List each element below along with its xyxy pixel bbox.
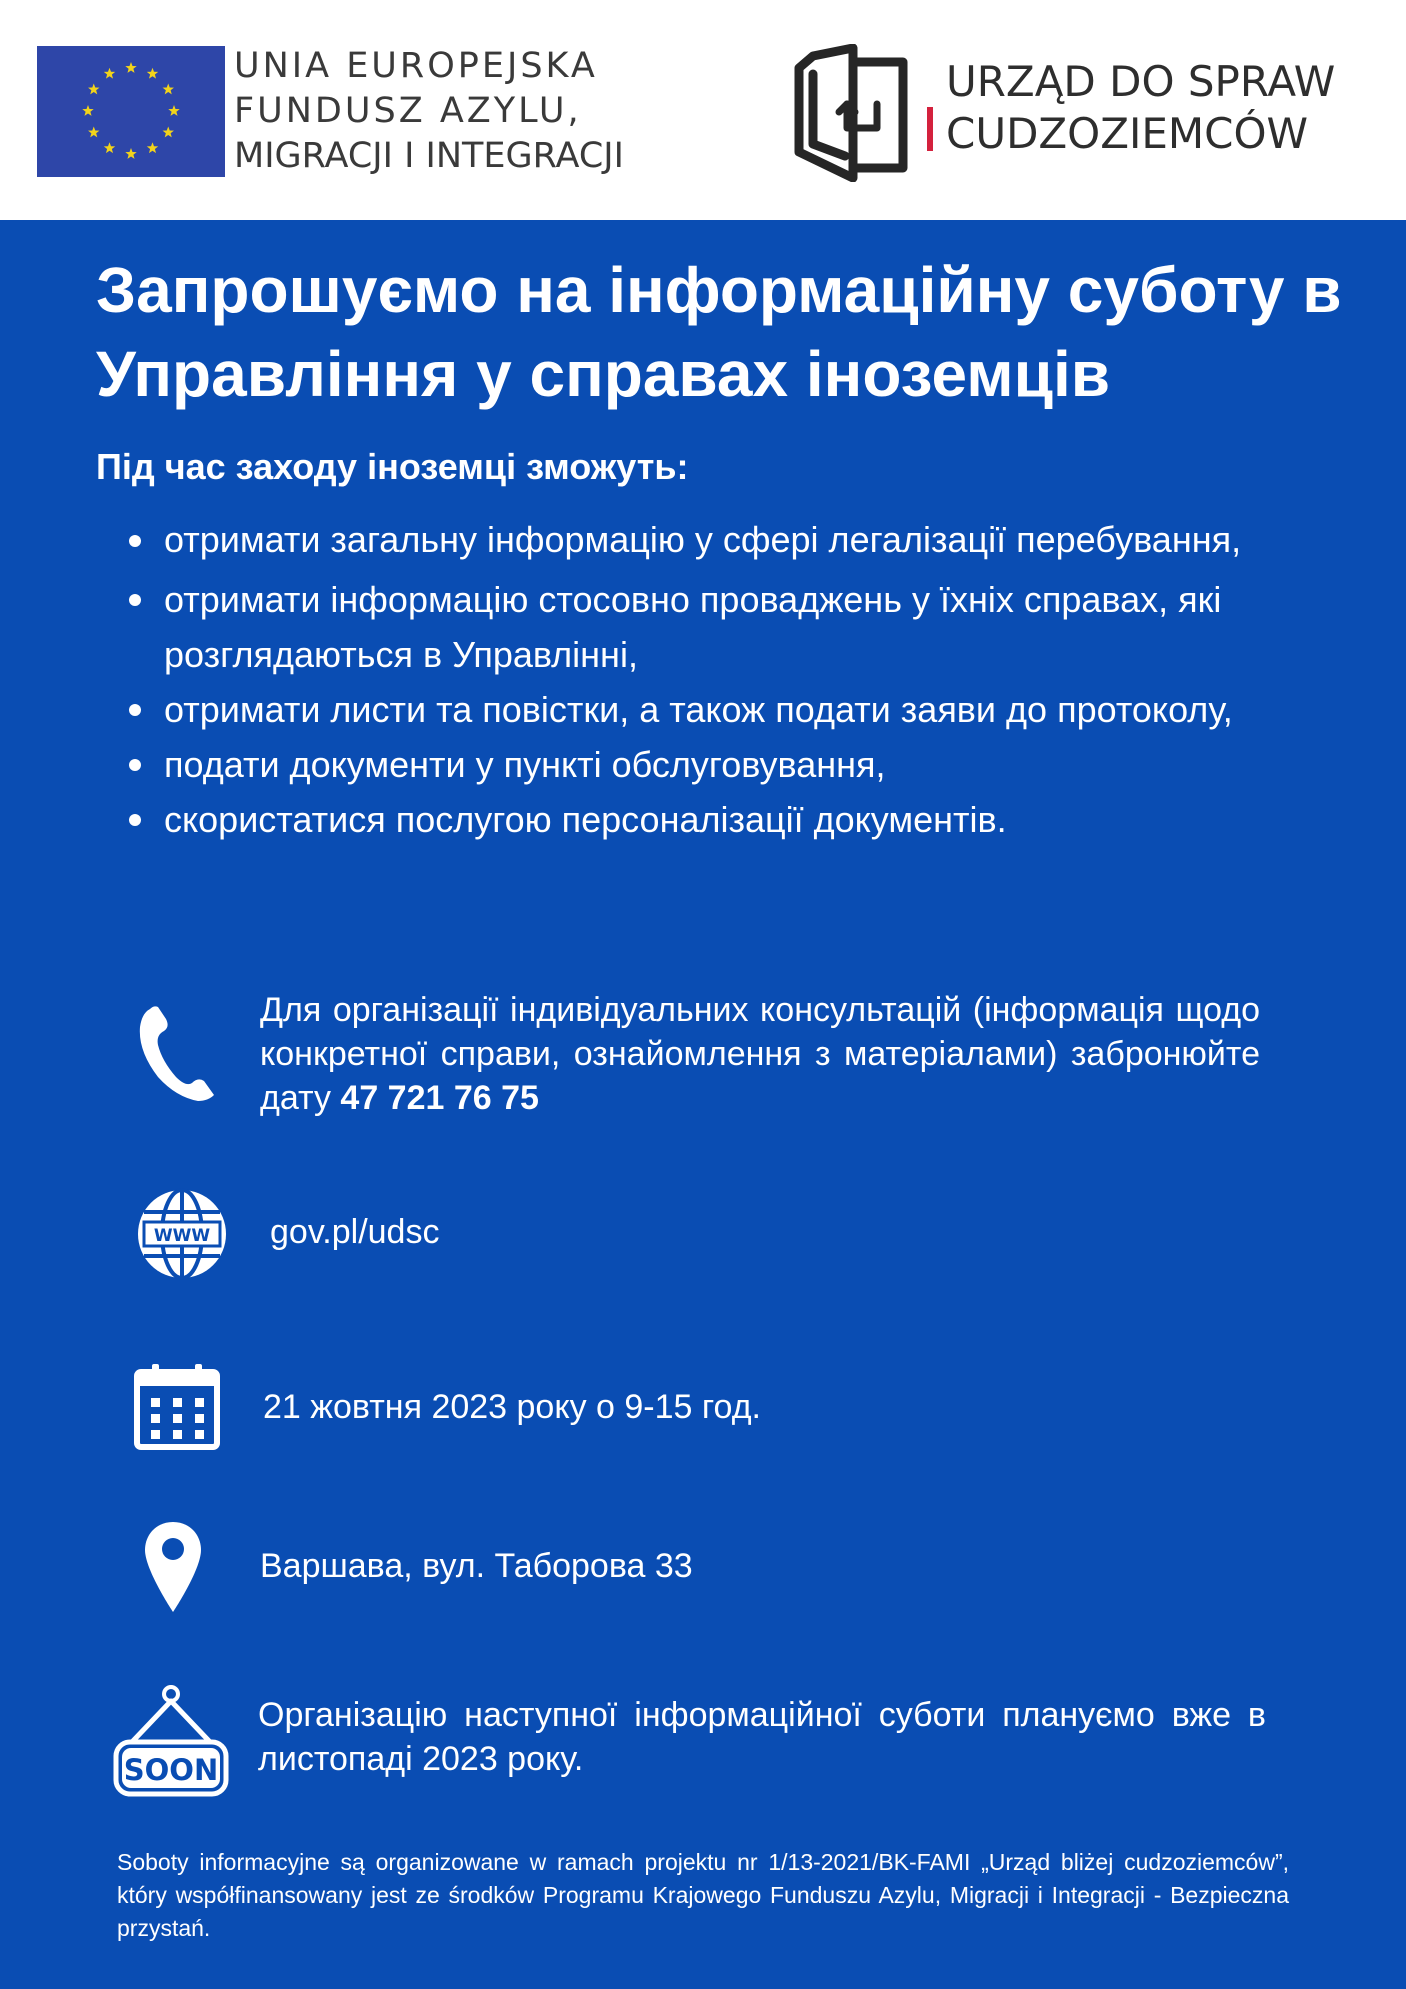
soon-sign-icon <box>112 1684 230 1802</box>
event-address: Варшава, вул. Таборова 33 <box>260 1547 693 1585</box>
bullet-item: отримати інформацію стосовно проваджень у їхніх справах, які розглядаються в Управлінні, <box>96 572 1346 682</box>
eu-logo-line3: MIGRACJI I INTEGRACJI <box>234 136 624 176</box>
eu-star-icon <box>104 142 115 153</box>
location-pin-icon <box>143 1520 203 1614</box>
header-bar <box>0 0 1406 220</box>
eu-star-icon <box>88 127 99 138</box>
eu-star-icon <box>104 68 115 79</box>
eu-star-icon <box>163 84 174 95</box>
eu-logo-text <box>234 44 624 179</box>
bullet-list <box>96 520 1346 847</box>
page-title: Запрошуємо на інформаційну суботу в Управління у справах іноземців <box>96 254 1342 410</box>
soon-sign-text: SOON <box>123 1753 219 1787</box>
svg-text:WWW: WWW <box>153 1226 211 1246</box>
phone-icon <box>136 1001 218 1105</box>
udsc-logo-icon <box>785 44 915 182</box>
bullet-item: отримати листи та повістки, а також подати заяви до протоколу, <box>96 682 1346 737</box>
eu-logo-line2: FUNDUSZ AZYLU, <box>234 91 582 131</box>
eu-logo-line1: UNIA EUROPEJSKA <box>234 46 598 86</box>
next-event-text: Організацію наступної інформаційної суботи плануємо вже в листопаді 2023 року. <box>258 1696 1266 1778</box>
subtitle: Під час заходу іноземці зможуть: <box>96 446 689 487</box>
event-date: 21 жовтня 2023 року о 9-15 год. <box>263 1388 761 1426</box>
eu-star-icon <box>147 68 158 79</box>
eu-star-icon <box>163 127 174 138</box>
project-footer: Soboty informacyjne są organizowane w ramach projektu nr 1/13-2021/BK-FAMI „Urząd bliżej cudzoziemców”, który współfinansowany jest ze środków Programu Krajowego Funduszu Azylu, Migracji i Integracji - Bezpieczna przystań. <box>117 1849 1289 1941</box>
website-link[interactable]: gov.pl/udsc <box>270 1213 440 1251</box>
bullet-item: подати документи у пункті обслуговування, <box>96 737 1346 792</box>
udsc-red-bar <box>927 107 933 151</box>
eu-star-icon <box>82 105 93 116</box>
calendar-icon <box>134 1362 220 1450</box>
udsc-logo-line1: URZĄD DO SPRAW <box>946 57 1336 106</box>
bullet-item: скористатися послугою персоналізації документів. <box>96 792 1346 847</box>
udsc-logo-line2: CUDZOZIEMCÓW <box>946 109 1309 158</box>
globe-www-icon <box>134 1186 230 1282</box>
phone-number[interactable]: 47 721 76 75 <box>340 1079 539 1117</box>
eu-star-icon <box>147 142 158 153</box>
consultation-text <box>260 988 1260 1120</box>
eu-star-icon <box>88 84 99 95</box>
udsc-logo-text <box>946 56 1335 160</box>
main-panel <box>0 220 1406 1989</box>
eu-star-icon <box>125 62 136 73</box>
eu-star-icon <box>125 148 136 159</box>
consultation-description: Для організації індивідуальних консультацій (інформація щодо конкретної справи, ознайомлення з матеріалами) забронюйте дату <box>260 991 1260 1117</box>
eu-flag-icon <box>37 46 225 177</box>
eu-star-icon <box>168 105 179 116</box>
bullet-item: отримати загальну інформацію у сфері легалізації перебування, <box>96 520 1346 560</box>
